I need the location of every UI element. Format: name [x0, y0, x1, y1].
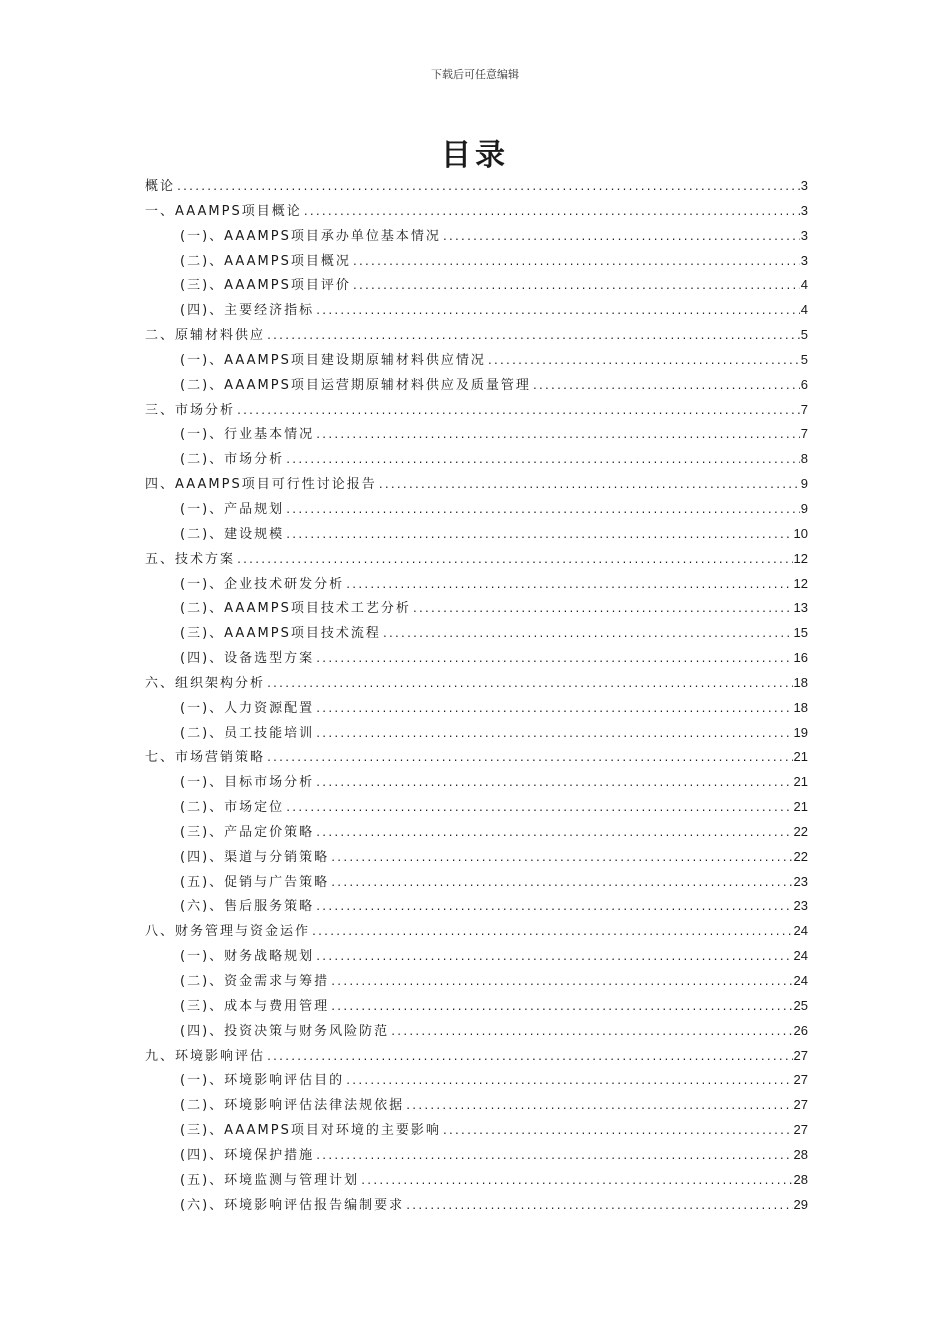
toc-leader-dots	[315, 1145, 792, 1170]
toc-entry-title: (四)、设备选型方案	[180, 651, 315, 667]
toc-entry[interactable]	[145, 1044, 808, 1069]
toc-entry-title: (六)、售后服务策略	[180, 899, 315, 915]
toc-leader-dots	[352, 251, 800, 276]
toc-leader-dots	[378, 474, 800, 499]
toc-leader-dots	[266, 1046, 793, 1071]
toc-entry[interactable]	[145, 671, 808, 696]
toc-entry[interactable]	[145, 770, 808, 795]
toc-entry-page-number: 27	[793, 1072, 808, 1088]
toc-leader-dots	[345, 574, 792, 599]
toc-entry-page-number: 22	[793, 823, 808, 839]
toc-entry-page-number: 8	[800, 451, 808, 467]
toc-entry[interactable]	[145, 820, 808, 845]
toc-entry-page-number: 7	[800, 426, 808, 442]
toc-leader-dots	[315, 896, 792, 921]
toc-entry-title: 八、财务管理与资金运作	[145, 924, 311, 940]
toc-leader-dots	[330, 996, 792, 1021]
toc-entry[interactable]	[145, 273, 808, 298]
toc-entry[interactable]	[145, 919, 808, 944]
toc-entry[interactable]	[145, 646, 808, 671]
toc-leader-dots	[442, 226, 800, 251]
toc-entry-title: (六)、环境影响评估报告编制要求	[180, 1197, 405, 1213]
toc-entry-title: (三)、产品定价策略	[180, 824, 315, 840]
table-of-contents	[145, 174, 808, 1217]
toc-leader-dots	[360, 1170, 792, 1195]
toc-entry-title: (一)、目标市场分析	[180, 775, 315, 791]
toc-entry-title: (五)、环境监测与管理计划	[180, 1172, 360, 1188]
toc-entry-page-number: 27	[793, 1047, 808, 1063]
toc-entry-page-number: 9	[800, 476, 808, 492]
toc-entry-page-number: 22	[793, 848, 808, 864]
toc-leader-dots	[382, 623, 793, 648]
toc-entry[interactable]	[145, 1193, 808, 1218]
toc-leader-dots	[236, 400, 800, 425]
toc-entry-title: (三)、AAAMPS项目对环境的主要影响	[180, 1123, 441, 1139]
toc-entry[interactable]	[145, 199, 808, 224]
toc-leader-dots	[405, 1195, 792, 1220]
toc-leader-dots	[330, 847, 792, 872]
toc-entry-page-number: 3	[800, 178, 808, 193]
toc-entry-title: (四)、主要经济指标	[180, 303, 315, 319]
toc-leader-dots	[266, 673, 793, 698]
toc-entry-page-number: 5	[800, 327, 808, 343]
toc-entry-title: 九、环境影响评估	[145, 1048, 266, 1064]
toc-entry[interactable]	[145, 298, 808, 323]
toc-entry[interactable]	[145, 969, 808, 994]
toc-entry-page-number: 21	[793, 799, 808, 815]
toc-entry-page-number: 27	[793, 1097, 808, 1113]
toc-entry[interactable]	[145, 795, 808, 820]
toc-leader-dots	[330, 971, 792, 996]
toc-entry[interactable]	[145, 522, 808, 547]
toc-leader-dots	[405, 1095, 792, 1120]
toc-entry[interactable]	[145, 894, 808, 919]
toc-entry-title: (一)、企业技术研发分析	[180, 576, 345, 592]
toc-entry[interactable]	[145, 845, 808, 870]
toc-entry[interactable]	[145, 422, 808, 447]
toc-leader-dots	[311, 921, 793, 946]
toc-leader-dots	[315, 648, 792, 673]
toc-entry-page-number: 4	[800, 277, 808, 293]
toc-leader-dots	[285, 797, 792, 822]
toc-entry-title: 一、AAAMPS项目概论	[145, 203, 302, 219]
toc-entry[interactable]	[145, 1093, 808, 1118]
toc-entry-title: (二)、员工技能培训	[180, 725, 315, 741]
toc-entry-page-number: 23	[793, 898, 808, 914]
toc-leader-dots	[412, 598, 793, 623]
toc-entry[interactable]	[145, 621, 808, 646]
toc-leader-dots	[285, 449, 800, 474]
toc-entry-page-number: 21	[793, 774, 808, 790]
toc-entry-title: (三)、AAAMPS项目技术流程	[180, 626, 381, 642]
toc-entry[interactable]	[145, 721, 808, 746]
toc-entry[interactable]	[145, 398, 808, 423]
toc-entry[interactable]	[145, 1118, 808, 1143]
toc-leader-dots	[315, 300, 800, 325]
toc-leader-dots	[315, 772, 792, 797]
toc-entry[interactable]	[145, 572, 808, 597]
toc-entry[interactable]	[145, 994, 808, 1019]
toc-entry-page-number: 18	[793, 674, 808, 690]
toc-entry-title: (四)、投资决策与财务风险防范	[180, 1023, 390, 1039]
toc-entry-page-number: 5	[800, 351, 808, 367]
toc-entry[interactable]	[145, 870, 808, 895]
toc-leader-dots	[236, 549, 793, 574]
toc-entry-page-number: 3	[800, 252, 808, 268]
toc-entry-title: 三、市场分析	[145, 402, 236, 418]
toc-entry-page-number: 24	[793, 923, 808, 939]
toc-entry-page-number: 10	[793, 525, 808, 541]
toc-leader-dots	[352, 275, 800, 300]
toc-entry[interactable]	[145, 745, 808, 770]
toc-entry-title: (四)、环境保护措施	[180, 1147, 315, 1163]
toc-entry-title: (二)、AAAMPS项目概况	[180, 253, 351, 269]
toc-entry-title: (四)、渠道与分销策略	[180, 849, 330, 865]
toc-entry-page-number: 3	[800, 202, 808, 218]
toc-leader-dots	[176, 176, 800, 201]
toc-entry-page-number: 26	[793, 1022, 808, 1038]
toc-entry-title: (一)、AAAMPS项目建设期原辅材料供应情况	[180, 352, 486, 368]
toc-entry-title: 二、原辅材料供应	[145, 328, 266, 344]
toc-entry-title: (五)、促销与广告策略	[180, 874, 330, 890]
toc-entry-page-number: 12	[793, 575, 808, 591]
toc-leader-dots	[315, 723, 792, 748]
toc-leader-dots	[303, 201, 800, 226]
toc-entry-title: 七、市场营销策略	[145, 750, 266, 766]
toc-entry-page-number: 3	[800, 227, 808, 243]
toc-entry-page-number: 18	[793, 699, 808, 715]
toc-entry[interactable]	[145, 472, 808, 497]
toc-entry-page-number: 24	[793, 973, 808, 988]
toc-entry-page-number: 6	[800, 376, 808, 392]
toc-leader-dots	[285, 499, 800, 524]
toc-entry[interactable]	[145, 224, 808, 249]
toc-entry[interactable]	[145, 1143, 808, 1168]
toc-entry-page-number: 13	[793, 600, 808, 616]
toc-entry-title: 四、AAAMPS项目可行性讨论报告	[145, 477, 377, 493]
toc-entry[interactable]	[145, 696, 808, 721]
toc-entry-page-number: 25	[793, 997, 808, 1013]
toc-entry[interactable]	[145, 373, 808, 398]
toc-entry-page-number: 28	[793, 1171, 808, 1187]
toc-entry-page-number: 28	[793, 1146, 808, 1162]
toc-entry-page-number: 16	[793, 650, 808, 666]
toc-entry[interactable]	[145, 249, 808, 274]
toc-leader-dots	[442, 1120, 793, 1145]
toc-leader-dots	[266, 325, 800, 350]
toc-entry[interactable]	[145, 944, 808, 969]
toc-entry[interactable]	[145, 323, 808, 348]
page-header: 下载后可任意编辑	[431, 68, 519, 81]
toc-leader-dots	[315, 822, 792, 847]
toc-entry[interactable]	[145, 1019, 808, 1044]
toc-entry-title: 五、技术方案	[145, 551, 236, 567]
toc-entry[interactable]	[145, 497, 808, 522]
toc-leader-dots	[285, 524, 792, 549]
toc-entry-page-number: 19	[793, 724, 808, 740]
toc-entry-title: (二)、市场分析	[180, 452, 285, 468]
toc-entry-page-number: 23	[793, 873, 808, 889]
toc-entry-title: (一)、行业基本情况	[180, 427, 315, 443]
toc-leader-dots	[315, 698, 792, 723]
toc-entry-page-number: 7	[800, 401, 808, 417]
toc-entry-page-number: 27	[793, 1122, 808, 1138]
toc-entry-page-number: 15	[793, 625, 808, 641]
toc-leader-dots	[532, 375, 800, 400]
toc-entry-title: (二)、建设规模	[180, 526, 285, 542]
toc-leader-dots	[315, 946, 792, 971]
toc-entry-title: (二)、环境影响评估法律法规依据	[180, 1098, 405, 1114]
toc-entry-title: (一)、财务战略规划	[180, 949, 315, 965]
toc-entry[interactable]	[145, 447, 808, 472]
toc-entry-title: (一)、AAAMPS项目承办单位基本情况	[180, 228, 441, 244]
toc-leader-dots	[266, 747, 793, 772]
toc-entry[interactable]	[145, 174, 808, 199]
toc-leader-dots	[390, 1021, 792, 1046]
toc-entry-page-number: 24	[793, 948, 808, 964]
toc-entry[interactable]	[145, 348, 808, 373]
toc-entry-page-number: 29	[793, 1196, 808, 1212]
toc-entry-title: (一)、环境影响评估目的	[180, 1073, 345, 1089]
toc-entry-title: (一)、产品规划	[180, 501, 285, 517]
toc-leader-dots	[315, 424, 800, 449]
toc-entry-title: (二)、AAAMPS项目运营期原辅材料供应及质量管理	[180, 377, 531, 393]
toc-leader-dots	[487, 350, 800, 375]
toc-entry[interactable]	[145, 1068, 808, 1093]
toc-entry[interactable]	[145, 1168, 808, 1193]
toc-entry-title: (二)、资金需求与筹措	[180, 974, 330, 989]
toc-entry-title: (二)、市场定位	[180, 800, 285, 816]
toc-entry-title: (一)、人力资源配置	[180, 700, 315, 716]
toc-entry-title: (三)、成本与费用管理	[180, 998, 330, 1014]
toc-entry-title: 六、组织架构分析	[145, 675, 266, 691]
toc-entry-page-number: 12	[793, 550, 808, 566]
toc-entry[interactable]	[145, 547, 808, 572]
toc-entry-page-number: 21	[793, 749, 808, 765]
toc-entry-page-number: 9	[800, 500, 808, 516]
toc-entry-page-number: 4	[800, 302, 808, 318]
toc-leader-dots	[330, 872, 792, 897]
toc-entry-title: (三)、AAAMPS项目评价	[180, 278, 351, 294]
toc-entry-title: (二)、AAAMPS项目技术工艺分析	[180, 601, 411, 617]
page-title: 目录	[441, 138, 509, 173]
toc-entry[interactable]	[145, 596, 808, 621]
toc-entry-title: 概论	[145, 179, 176, 194]
toc-leader-dots	[345, 1070, 792, 1095]
